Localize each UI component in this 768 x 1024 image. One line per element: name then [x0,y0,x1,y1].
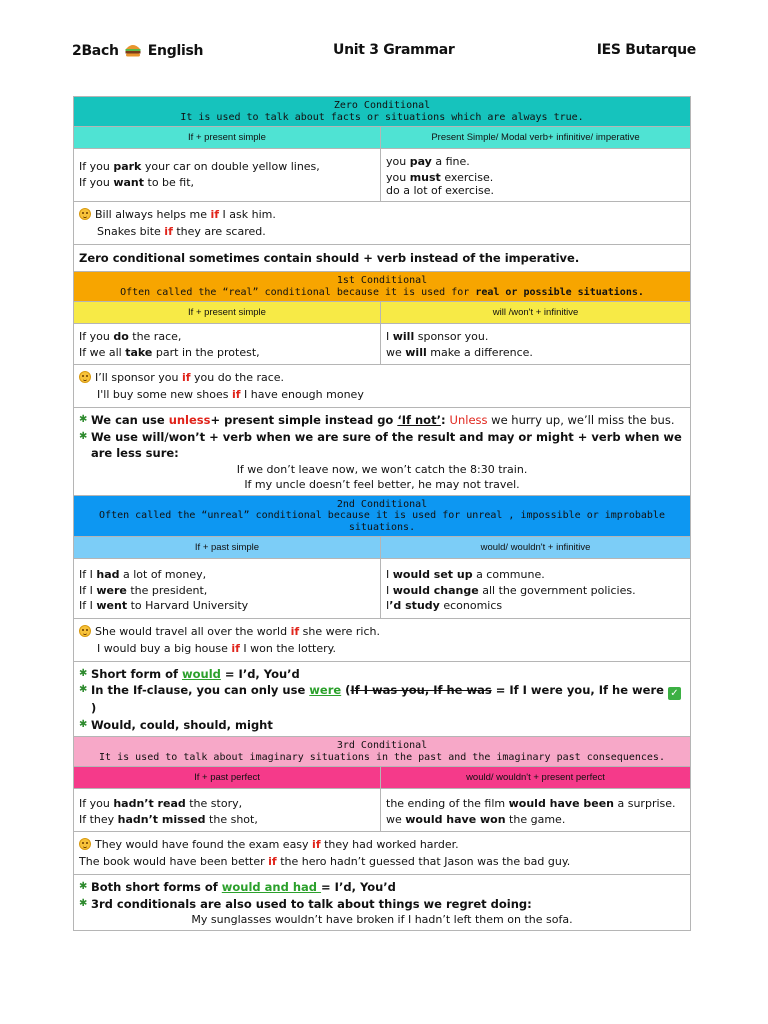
check-mark-icon: ✓ [668,687,681,700]
smile-emoji-icon [79,371,91,383]
star-bullet-icon: ✱ [79,718,88,730]
star-bullet-icon: ✱ [79,881,88,892]
example-line: I'll buy some new shoes if I have enough money [97,388,364,401]
header-class-label: 2Bach [72,43,119,59]
first-col-if: If + present simple [74,302,381,323]
zero-col-if: If + present simple [74,127,381,148]
second-conditional-header [74,495,690,537]
bullet-item: ✱ 3rd conditionals are also used to talk about things we regret doing: [79,896,532,911]
first-notes [74,407,690,495]
burger-icon [124,42,142,58]
second-forms-row [74,558,690,618]
zero-main-line: do a lot of exercise. [386,184,495,197]
zero-title: Zero Conditional [333,100,431,111]
header-subject-label: English [147,43,204,59]
star-bullet-icon: ✱ [79,430,88,442]
star-bullet-icon: ✱ [79,667,88,679]
first-column-headers [74,301,690,323]
header-left [72,42,203,59]
school-name: IES Butarque [596,42,696,58]
zero-note: Zero conditional sometimes contain should + verb instead of the imperative. [74,244,690,271]
first-forms-row [74,323,690,364]
third-subtitle: It is used to talk about imaginary situations in the past and the imaginary past consequences. [99,751,665,763]
third-conditional-header [74,736,690,766]
smile-emoji-icon [79,625,91,637]
third-main-cell: the ending of the film would have been a surprise. we would have won the game. [386,797,676,826]
example-sentence: My sunglasses wouldn’t have broken if I hadn’t left them on the sofa. [191,913,573,926]
bullet-item: ✱ Both short forms of would and had = I’d, You’d [79,880,396,894]
second-main-cell: I would set up a commune. I would change all the government policies. I’d study economics [386,568,636,612]
bullet-item: ✱ We can use unless+ present simple instead go ‘If not’: Unless we hurry up, we’ll miss the bus. [79,413,675,427]
first-subtitle: Often called the “real” conditional because it is used for real or possible situations. [120,286,644,298]
grammar-table [73,96,691,931]
zero-forms-row [74,148,690,201]
third-examples [74,831,690,874]
zero-subtitle: It is used to talk about facts or situations which are always true. [180,111,584,123]
zero-col-main: Present Simple/ Modal verb+ infinitive/ imperative [431,131,640,143]
first-main-cell: I will sponsor you. we will make a difference. [386,330,533,359]
example-line: She would travel all over the world if she were rich. [79,623,685,640]
example-line: I’ll sponsor you if you do the race. [79,369,685,386]
smile-emoji-icon [79,208,91,220]
example-line: Bill always helps me if I ask him. [79,206,685,223]
third-column-headers [74,766,690,788]
second-subtitle: Often called the “unreal” conditional because it is used for unreal , impossible or improbable situations. [99,510,665,533]
second-notes [74,661,690,737]
bullet-item: ✱ Short form of would = I’d, You’d [79,666,300,681]
second-col-main: would/ wouldn't + infinitive [480,541,591,553]
zero-examples [74,201,690,244]
zero-if-line: If you park your car on double yellow lines, [79,160,320,173]
example-line: Snakes bite if they are scared. [97,225,266,238]
first-title: 1st Conditional [336,275,428,286]
second-title: 2nd Conditional [336,498,428,510]
first-if-cell: If you do the race, If we all take part in the protest, [74,324,381,364]
second-examples [74,618,690,661]
zero-main-cell [381,149,690,201]
zero-if-line: If you want to be fit, [79,175,195,189]
page-title: Unit 3 Grammar [333,42,455,58]
first-examples [74,364,690,407]
second-column-headers [74,536,690,558]
second-col-if: If + past simple [74,537,381,558]
zero-main-line: you pay a fine. [386,155,470,168]
third-col-main: would/ wouldn't + present perfect [466,771,605,783]
second-if-cell: If I had a lot of money, If I were the president, If I went to Harvard University [74,559,381,618]
bullet-item: ✱ In the If-clause, you can only use were (If I was you, If he was = If I were you, If he were ✓) [79,682,685,717]
star-bullet-icon: ✱ [79,897,88,909]
zero-conditional-header [74,97,690,126]
smile-emoji-icon [79,838,91,850]
example-line: They would have found the exam easy if they had worked harder. [79,836,685,853]
bullet-item: ✱ We use will/won’t + verb when we are sure of the result and may or might + verb when we are less sure: [79,429,682,460]
star-bullet-icon: ✱ [79,414,88,425]
zero-main-line: you must exercise. [386,170,494,184]
zero-column-headers [74,126,690,148]
example-line: The book would have been better if the hero hadn’t guessed that Jason was the bad guy. [79,855,571,868]
example-sentence: If my uncle doesn’t feel better, he may not travel. [244,477,520,491]
first-conditional-header [74,271,690,301]
bullet-item: ✱ Would, could, should, might [79,717,273,732]
third-forms-row [74,788,690,831]
star-bullet-icon: ✱ [79,684,88,695]
first-col-main: will /won't + infinitive [492,306,579,318]
example-sentence: If we don’t leave now, we won’t catch the 8:30 train. [236,462,528,476]
third-notes [74,874,690,930]
third-title: 3rd Conditional [336,740,428,751]
third-col-if: If + past perfect [74,767,381,788]
example-line: I would buy a big house if I won the lottery. [97,641,337,655]
third-if-cell: If you hadn’t read the story, If they hadn’t missed the shot, [74,789,381,831]
zero-if-cell [74,149,381,201]
